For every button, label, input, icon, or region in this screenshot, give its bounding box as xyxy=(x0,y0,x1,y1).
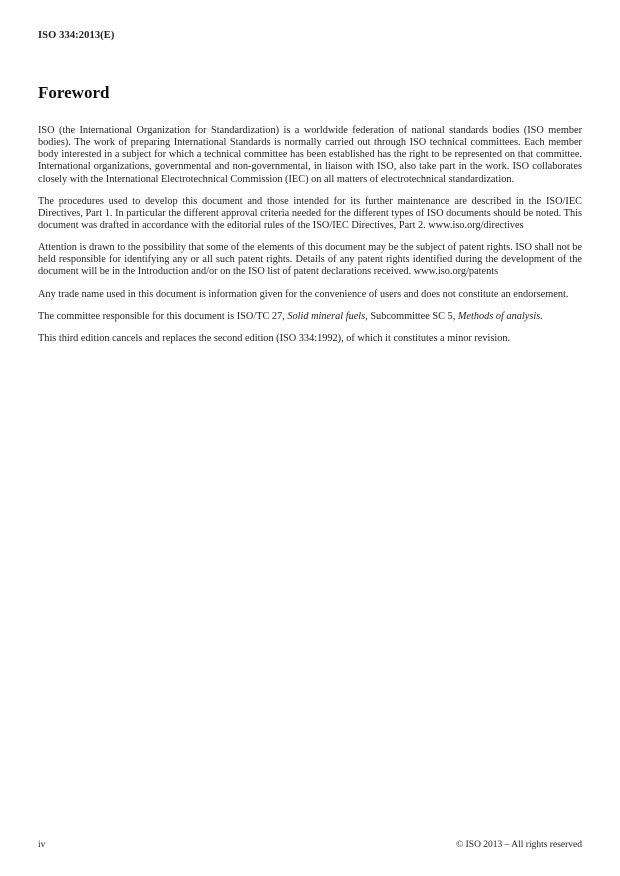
text-segment: This third edition cancels and replaces the second edition (ISO 334:1992), of which it constitutes a minor revision. xyxy=(38,332,511,344)
italic-text-segment: Solid mineral fuels xyxy=(287,310,366,322)
foreword-body xyxy=(38,125,582,345)
paragraph xyxy=(38,289,582,301)
paragraph xyxy=(38,311,582,323)
text-segment: The committee responsible for this document is ISO/TC 27, xyxy=(38,310,288,322)
paragraph xyxy=(38,196,582,232)
page-footer xyxy=(38,840,582,850)
document-reference-header: ISO 334:2013(E) xyxy=(38,30,115,41)
page-number: iv xyxy=(38,840,46,850)
paragraph xyxy=(38,242,582,278)
text-segment: , Subcommittee SC 5, xyxy=(365,310,458,322)
paragraph xyxy=(38,333,582,345)
text-segment: The procedures used to develop this document and those intended for its further maintenance are described in the ISO/IEC Directives, Part 1. In particular the different approval criteria needed for the different types of ISO documents should be noted. This document was drafted in accordance with the editorial rules of the ISO/IEC Directives, Part 2. www.iso.org/directives xyxy=(38,195,582,231)
text-segment: Any trade name used in this document is information given for the convenience of users and does not constitute an endorsement. xyxy=(38,288,569,300)
text-segment: Attention is drawn to the possibility that some of the elements of this document may be the subject of patent rights. ISO shall not be held responsible for identifying any or all such patent rights. Details of any patent rights identified during the development of the document will be in the Introduction and/or on the ISO list of patent declarations received. www.iso.org/patents xyxy=(38,242,582,278)
copyright-notice: © ISO 2013 – All rights reserved xyxy=(456,840,582,850)
italic-text-segment: Methods of analysis. xyxy=(457,310,543,322)
text-segment: ISO (the International Organization for Standardization) is a worldwide federation of national standards bodies (ISO member bodies). The work of preparing International Standards is normally carried out through ISO technical committees. Each member body interested in a subject for which a technical committee has been established has the right to be represented on that committee. International organizations, governmental and non-governmental, in liaison with ISO, also take part in the work. ISO collaborates closely with the International Electrotechnical Commission (IEC) on all matters of electrotechnical standardization. xyxy=(38,125,582,185)
paragraph xyxy=(38,125,582,186)
foreword-title: Foreword xyxy=(38,83,110,102)
